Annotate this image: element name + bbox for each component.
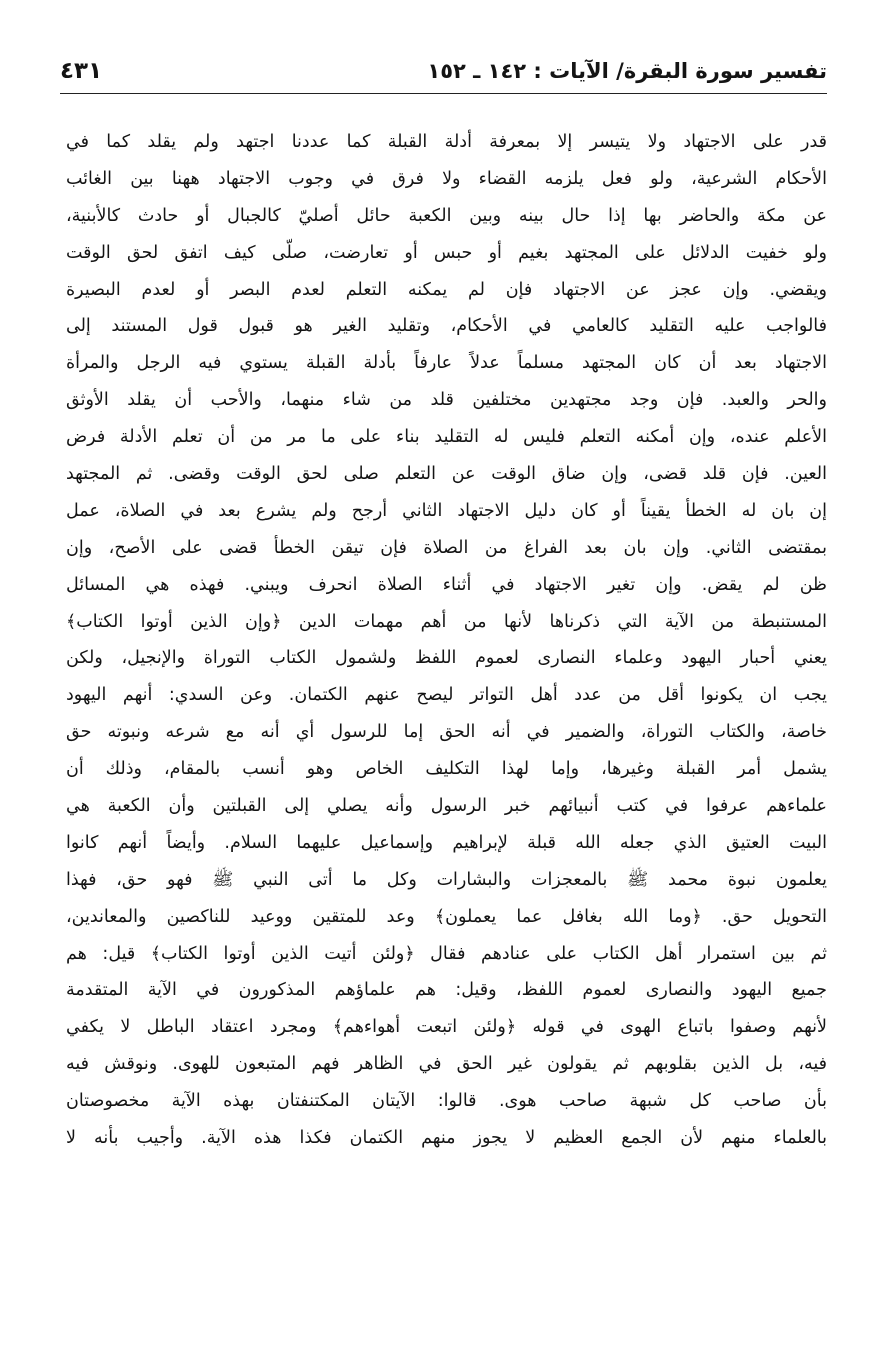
running-header [60,50,827,92]
text-line: العين. فإن قلد قضى، وإن ضاق الوقت عن التعلم صلى لحق الوقت وقضى. ثم المجتهد [66,464,827,485]
text-line: علماءهم عرفوا في كتب أنبيائهم خبر الرسول وأنه يصلي إلى القبلتين وأن الكعبة هي [66,796,827,817]
text-line: إن بان له الخطأ يقيناً أو كان دليل الاجتهاد الثاني أرجح ولم يشرع بعد في الصلاة، عمل [66,500,827,521]
text-line: المستنبطة من الآية التي ذكرناها لأنها من أهم مهمات الدين ﴿وإن الذين أوتوا الكتاب﴾ [66,611,827,632]
text-line: يعلمون نبوة محمد ﷺ بالمعجزات والبشارات وكل ما أتى النبي ﷺ فهو حق، فهذا [66,869,827,890]
page-number: ٤٣١ [60,58,103,84]
text-line: الأعلم عنده، وإن أمكنه التعلم فليس له التقليد بناء على ما مر من أن تعلم الأدلة فرض [66,427,827,448]
text-line: عن مكة والحاضر بها إذا حال بينه وبين الكعبة حائل أصليّ كالجبال أو حادث كالأبنية، [66,205,827,226]
text-line: ثم بين استمرار أهل الكتاب على عنادهم فقال ﴿ولئن أتيت الذين أوتوا الكتاب﴾ قيل: هم [66,943,827,964]
text-line: يعني أحبار اليهود وعلماء النصارى لعموم اللفظ ولشمول الكتاب التوراة والإنجيل، ولكن [66,648,827,669]
text-line: يشمل أمر القبلة وغيرها، وإما لهذا التكليف الخاص وهو أنسب بالمقام، وذلك أن [66,759,827,780]
text-line: البيت العتيق الذي جعله الله قبلة لإبراهيم وإسماعيل عليهما السلام. وأيضاً أنهم كانوا [66,832,827,853]
text-line: جميع اليهود والنصارى لعموم اللفظ، وقيل: هم علماؤهم المذكورون في الآية المتقدمة [66,980,827,1001]
text-line: يجب ان يكونوا أقل من عدد أهل التواتر ليصح عنهم الكتمان. وعن السدي: أنهم اليهود [66,685,827,706]
text-line: بمقتضى الثاني. وإن بان بعد الفراغ من الصلاة فإن تيقن الخطأ قضى على الأصح، وإن [66,537,827,558]
text-line: قدر على الاجتهاد ولا يتيسر إلا بمعرفة أدلة القبلة كما عددنا اجتهد ولم يقلد كما في [66,132,827,152]
text-line: الاجتهاد بعد أن كان المجتهد مسلماً عدلاً عارفاً بأدلة القبلة يستوي فيه الرجل والمرأة [66,353,827,374]
running-title: تفسير سورة البقرة/ الآيات : ١٤٢ ـ ١٥٢ [427,59,827,83]
text-line: ولو خفيت الدلائل على المجتهد بغيم أو حبس أو تعارضت، صلّى كيف اتفق لحق الوقت [66,242,827,263]
header-rule [60,93,827,94]
text-line: فالواجب عليه التقليد كالعامي في الأحكام، وتقليد الغير هو قبول قول المستند إلى [66,316,827,337]
text-line: ويقضي. وإن عجز عن الاجتهاد فإن لم يمكنه التعلم لعدم البصر أو لعدم البصيرة [66,279,827,300]
text-line: فيه، بل الذين بقلوبهم ثم يقولون غير الحق في الظاهر فهم المتبعون للهوى. ونوقش فيه [66,1054,827,1075]
text-line: بأن صاحب كل شبهة صاحب هوى. قالوا: الآيتان المكتنفتان بهذه الآية مخصوصتان [66,1091,827,1112]
text-line: ظن لم يقض. وإن تغير الاجتهاد في أثناء الصلاة انحرف ويبني. فهذه هي المسائل [66,574,827,595]
text-line: التحويل حق. ﴿وما الله بغافل عما يعملون﴾ وعد للمتقين ووعيد للناكصين والمعاندين، [66,906,827,927]
text-line: والحر والعبد. فإن وجد مجتهدين مختلفين قلد من شاء منهما، والأحب أن يقلد الأوثق [66,390,827,411]
body-text [66,124,827,1157]
text-line: خاصة، والكتاب التوراة، والضمير في أنه الحق إما للرسول أي أنه مع شرعه ونبوته حق [66,722,827,743]
text-line: لأنهم وصفوا باتباع الهوى في قوله ﴿ولئن اتبعت أهواءهم﴾ ومجرد اعتقاد الباطل لا يكفي [66,1017,827,1038]
text-line: بالعلماء منهم لأن الجمع العظيم لا يجوز منهم الكتمان فكذا هذه الآية. وأجيب بأنه لا [66,1128,827,1149]
text-line: الأحكام الشرعية، ولو فعل يلزمه القضاء ولا فرق في وجوب الاجتهاد ههنا بين الغائب [66,168,827,189]
